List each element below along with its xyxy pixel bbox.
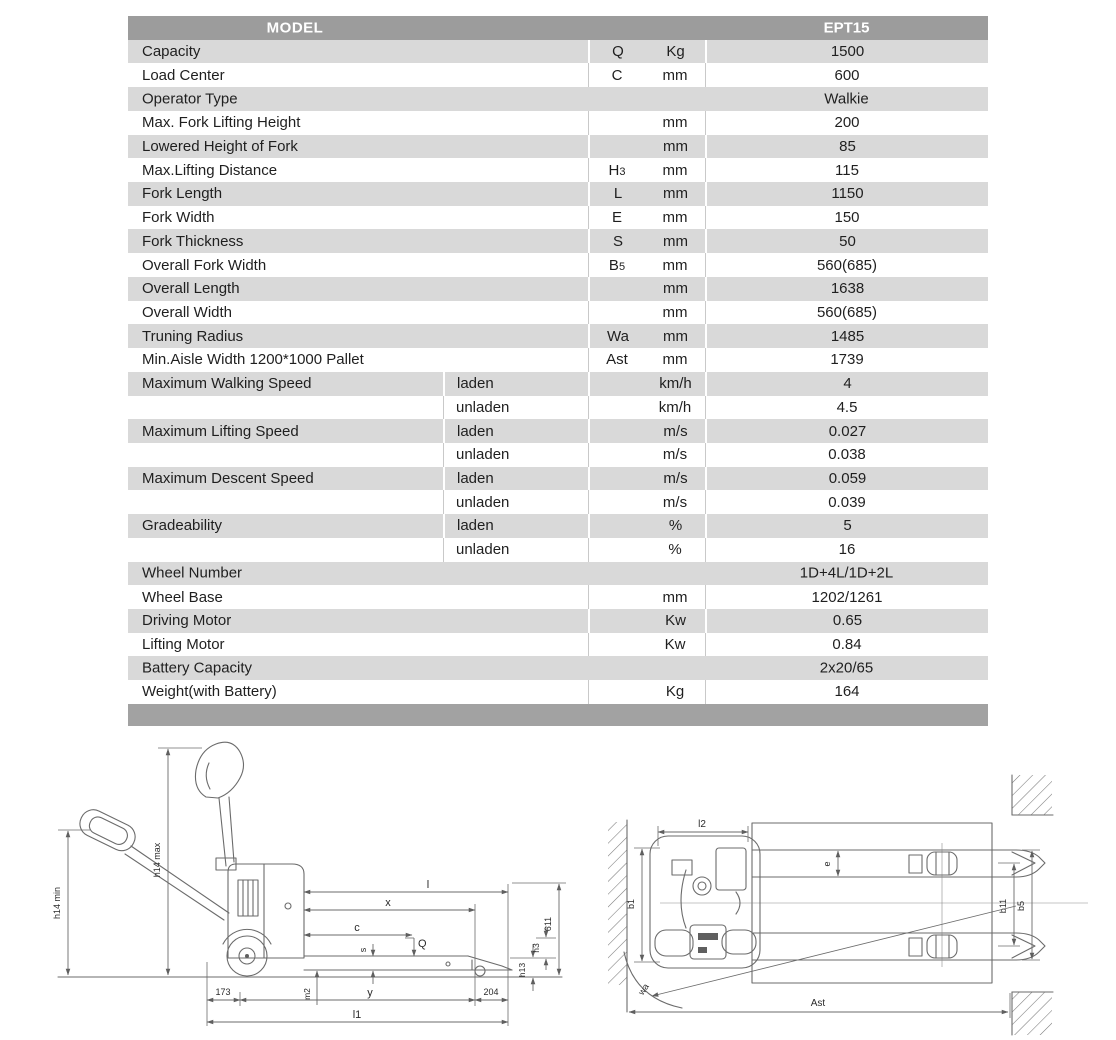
row-unit: mm: [663, 327, 688, 345]
dim-label-204: 204: [483, 987, 499, 997]
row-value: 560(685): [816, 303, 878, 321]
dim-label-s: s: [358, 947, 368, 953]
row-unit: Kg: [665, 683, 685, 701]
row-value: 1D+4L/1D+2L: [799, 564, 894, 582]
dim-label-b1: b1: [626, 898, 636, 910]
row-label: Operator Type: [142, 90, 238, 108]
row-label: Capacity: [142, 43, 201, 61]
row-label: Weight(with Battery): [142, 683, 277, 701]
row-value: 560(685): [816, 256, 878, 274]
row-value: 1485: [830, 327, 865, 345]
row-label: Truning Radius: [142, 327, 244, 345]
dim-label-h13: h13: [517, 962, 527, 978]
row-unit: mm: [662, 114, 688, 132]
row-value: 0.84: [832, 636, 862, 654]
row-unit: km/h: [659, 375, 692, 393]
dim-label-e: e: [822, 861, 832, 867]
row-label: Fork Thickness: [142, 232, 244, 250]
row-value: 0.65: [832, 612, 863, 630]
dim-label-l: l: [426, 879, 430, 891]
row-value: 115: [835, 161, 859, 179]
row-value: 150: [834, 209, 860, 227]
row-label: Fork Width: [142, 209, 215, 227]
row-condition: unladen: [456, 493, 510, 511]
row-value: 1638: [830, 280, 865, 298]
row-value: 0.038: [828, 446, 866, 464]
row-value: 164: [834, 683, 860, 701]
row-label: Gradeability: [142, 517, 223, 535]
row-unit: m/s: [662, 493, 688, 511]
row-value: 0.039: [828, 493, 866, 511]
row-value: 1202/1261: [811, 588, 883, 606]
row-symbol: C: [611, 66, 623, 84]
dim-label-h3: h3: [531, 943, 541, 953]
dim-label-ast: Ast: [810, 998, 826, 1009]
row-unit: m/s: [662, 446, 688, 464]
model-value-header: EPT15: [823, 19, 870, 37]
row-symbol: Ast: [606, 351, 628, 369]
row-symbol: B 5: [608, 256, 626, 274]
row-value: 4.5: [836, 398, 858, 416]
dim-label-611: 611: [543, 916, 553, 932]
row-unit: Kw: [664, 636, 686, 654]
row-label: Overall Fork Width: [142, 256, 267, 274]
row-unit: m/s: [663, 470, 688, 488]
dim-label-173: 173: [215, 987, 231, 997]
row-condition: unladen: [456, 541, 510, 559]
dim-label-q: Q: [418, 938, 427, 950]
row-condition: laden: [457, 517, 494, 535]
row-symbol: S: [612, 232, 623, 250]
dim-label-x: x: [385, 897, 391, 909]
wall-hatch-top-right: [1012, 775, 1052, 815]
row-value: 200: [834, 114, 860, 132]
dim-label-wa: wa: [636, 981, 651, 997]
top-view-drawing: [608, 775, 1088, 1035]
row-unit: Kg: [666, 43, 685, 61]
row-unit: mm: [662, 351, 688, 369]
row-symbol: Wa: [607, 327, 629, 345]
row-label: Battery Capacity: [142, 659, 253, 677]
row-symbol: Q: [612, 43, 624, 61]
wall-hatch-left: [608, 822, 627, 985]
side-view-drawing: [52, 742, 566, 1026]
row-value: Walkie: [824, 90, 869, 108]
row-unit: mm: [662, 588, 688, 606]
row-label: Lowered Height of Fork: [142, 137, 298, 155]
row-label: Overall Length: [142, 280, 240, 298]
row-symbol: E: [611, 209, 622, 227]
row-unit: km/h: [658, 398, 692, 416]
dim-label-h14max: h14 max: [152, 842, 162, 878]
row-condition: unladen: [456, 398, 510, 416]
row-unit: mm: [663, 185, 688, 203]
row-value: 600: [834, 66, 860, 84]
row-unit: mm: [663, 280, 688, 298]
row-condition: laden: [457, 422, 494, 440]
row-value: 1739: [830, 351, 864, 369]
row-label: Maximum Walking Speed: [142, 375, 312, 393]
row-unit: mm: [662, 209, 688, 227]
row-value: 0.059: [828, 470, 867, 488]
row-label: Overall Width: [142, 303, 233, 321]
row-value: 1500: [830, 43, 865, 61]
dim-label-b5: b5: [1016, 900, 1026, 912]
row-value: 4: [843, 375, 852, 393]
row-unit: %: [668, 541, 682, 559]
row-unit: mm: [663, 232, 688, 250]
row-condition: laden: [457, 470, 494, 488]
dim-label-y: y: [367, 987, 373, 999]
row-value: 5: [843, 517, 852, 535]
row-label: Wheel Number: [142, 564, 243, 582]
row-condition: unladen: [456, 446, 510, 464]
dim-label-l2: l2: [698, 819, 706, 830]
row-label: Fork Length: [142, 185, 223, 203]
row-value: 85: [839, 137, 856, 155]
row-label: Max.Lifting Distance: [142, 161, 278, 179]
row-symbol: L: [613, 185, 623, 203]
dim-label-b11: b11: [998, 898, 1008, 914]
row-unit: mm: [662, 66, 688, 84]
row-value: 2x20/65: [819, 659, 874, 677]
dim-label-l1: l1: [352, 1009, 362, 1021]
row-label: Max. Fork Lifting Height: [142, 114, 301, 132]
row-unit: mm: [662, 256, 688, 274]
row-unit: mm: [662, 161, 688, 179]
row-label: Maximum Lifting Speed: [142, 422, 299, 440]
row-value: 16: [838, 541, 856, 559]
row-label: Min.Aisle Width 1200*1000 Pallet: [142, 351, 364, 369]
row-unit: m/s: [663, 422, 688, 440]
row-label: Load Center: [142, 66, 225, 84]
model-column-header: MODEL: [266, 19, 324, 37]
row-value: 50: [839, 232, 856, 250]
row-unit: Kw: [665, 612, 686, 630]
dim-label-m2: m2: [302, 988, 312, 1000]
dim-label-c: c: [354, 922, 360, 934]
row-label: Maximum Descent Speed: [142, 470, 314, 488]
row-unit: mm: [662, 303, 688, 321]
row-label: Lifting Motor: [142, 636, 225, 654]
row-label: Wheel Base: [142, 588, 223, 606]
wall-hatch-bottom-right: [1012, 992, 1052, 1035]
row-condition: laden: [457, 375, 494, 393]
row-value: 0.027: [828, 422, 867, 440]
row-label: Driving Motor: [142, 612, 232, 630]
row-unit: %: [668, 517, 683, 535]
row-symbol: H 3: [608, 161, 626, 179]
row-value: 1150: [831, 185, 864, 203]
dim-label-h14min: h14 min: [52, 886, 62, 920]
row-unit: mm: [663, 137, 688, 155]
